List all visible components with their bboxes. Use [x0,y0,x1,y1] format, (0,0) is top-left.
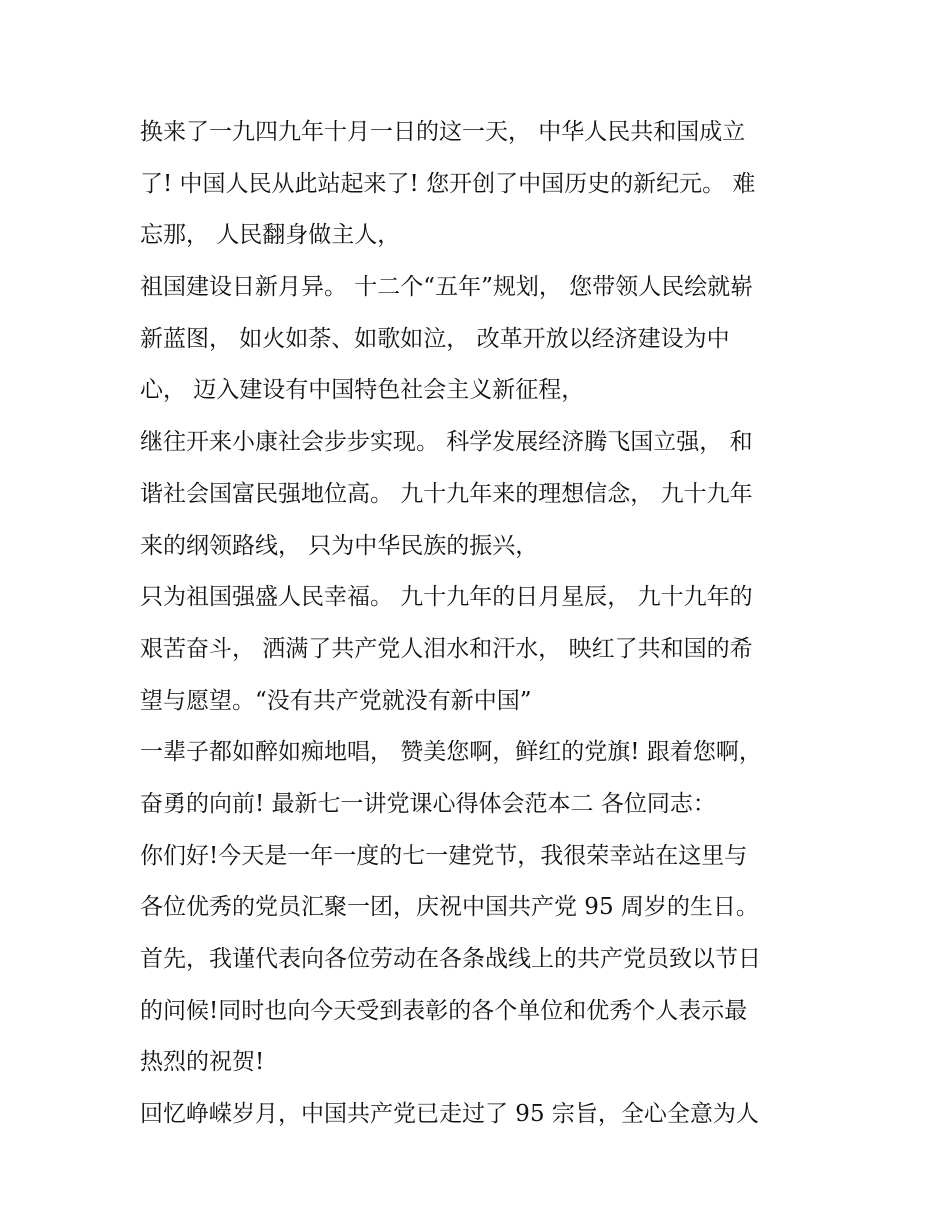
text-line: 的问候!同时也向今天受到表彰的各个单位和优秀个人表示最 [140,997,748,1024]
text-line: 心， 迈入建设有中国特色社会主义新征程， [140,377,585,404]
text-line: 了! 中国人民从此站起来了! 您开创了中国历史的新纪元。 难 [140,170,756,197]
text-line: 奋勇的向前! 最新七一讲党课心得体会范本二 各位同志： [140,790,716,817]
text-line: 望与愿望。“没有共产党就没有新中国” [140,687,532,714]
text-line: 忘那， 人民翻身做主人， [140,222,401,249]
text-line: 你们好!今天是一年一度的七一建党节，我很荣幸站在这里与 [140,842,748,869]
text-line: 热烈的祝贺! [140,1049,265,1076]
text-line: 回忆峥嵘岁月，中国共产党已走过了 95 宗旨，全心全意为人 [140,1101,759,1128]
text-line: 祖国建设日新月异。 十二个“五年”规划， 您带领人民绘就崭 [140,274,754,301]
text-line: 一辈子都如醉如痴地唱， 赞美您啊，鲜红的党旗! 跟着您啊， [140,739,762,766]
text-line: 谐社会国富民强地位高。 九十九年来的理想信念， 九十九年 [140,480,753,507]
text-line: 各位优秀的党员汇聚一团，庆祝中国共产党 95 周岁的生日。 [140,894,759,921]
text-line: 艰苦奋斗， 洒满了共产党人泪水和汗水， 映红了共和国的希 [140,635,753,662]
text-line: 继往开来小康社会步步实现。 科学发展经济腾飞国立强， 和 [140,429,753,456]
document-body [140,107,820,1141]
text-line: 来的纲领路线， 只为中华民族的振兴， [140,532,539,559]
text-line: 新蓝图， 如火如荼、如歌如泣， 改革开放以经济建设为中 [140,325,730,352]
text-line: 首先，我谨代表向各位劳动在各条战线上的共产党员致以节日 [140,946,761,972]
text-line: 只为祖国强盛人民幸福。 九十九年的日月星辰， 九十九年的 [140,584,753,611]
text-line: 换来了一九四九年十月一日的这一天， 中华人民共和国成立 [140,119,746,145]
